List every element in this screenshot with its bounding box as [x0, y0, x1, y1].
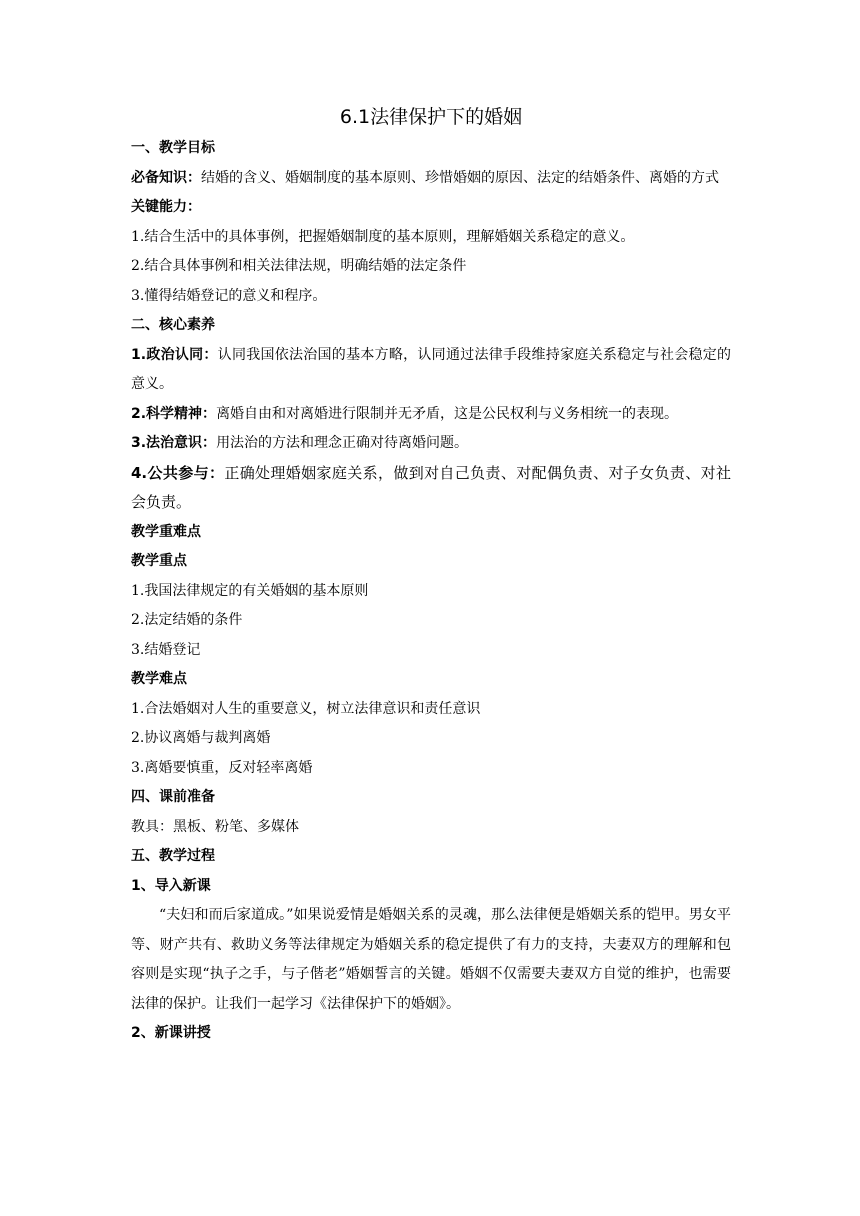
literacy-item — [131, 400, 731, 430]
difficult-point-item: 2.协议离婚与裁判离婚 — [131, 730, 271, 746]
literacy-text: 正确处理婚姻家庭关系，做到对自己负责、对配偶负责、对子女负责、对社会负责。 — [131, 463, 731, 511]
literacy-item — [131, 459, 731, 518]
section-heading-key-difficult: 教学重难点 — [131, 523, 201, 540]
key-point-item: 2.法定结婚的条件 — [131, 612, 243, 628]
subheading-new-lesson: 2、新课讲授 — [131, 1025, 211, 1041]
section-heading-process: 五、教学过程 — [131, 848, 215, 864]
knowledge-paragraph — [131, 164, 731, 194]
ability-label: 关键能力： — [131, 199, 201, 215]
literacy-label: 3.法治意识： — [131, 435, 217, 451]
literacy-text: 认同我国依法治国的基本方略，认同通过法律手段维持家庭关系稳定与社会稳定的意义。 — [131, 346, 732, 392]
ability-item: 1.结合生活中的具体事例，把握婚姻制度的基本原则，理解婚姻关系稳定的意义。 — [131, 228, 635, 245]
introduction-paragraph: “夫妇和而后家道成。”如果说爱情是婚姻关系的灵魂，那么法律便是婚姻关系的铠甲。男女平等、财产共有、救助义务等法律规定为婚姻关系的稳定提供了有力的支持，夫妻双方的理解和包容则是实现“执子之手，与子偕老”婚姻誓言的关键。婚姻不仅需要夫妻双方自觉的维护，也需要法律的保护。让我们一起学习《法律保护下的婚姻》。 — [131, 907, 731, 1012]
section-heading-core-literacy: 二、核心素养 — [131, 317, 215, 333]
document-title: 6.1法律保护下的婚姻 — [339, 106, 523, 128]
literacy-item — [131, 429, 731, 459]
knowledge-label: 必备知识： — [131, 169, 201, 186]
literacy-text: 离婚自由和对离婚进行限制并无矛盾，这是公民权利与义务相统一的表现。 — [216, 405, 679, 422]
ability-item: 3.懂得结婚登记的意义和程序。 — [131, 287, 327, 304]
literacy-item — [131, 341, 731, 400]
key-point-item: 3.结婚登记 — [131, 641, 201, 658]
literacy-label: 1.政治认同： — [131, 346, 218, 363]
difficult-point-item: 3.离婚要慎重，反对轻率离婚 — [131, 759, 313, 776]
ability-item: 2.结合具体事例和相关法律法规，明确结婚的法定条件 — [131, 258, 467, 274]
document-page — [131, 100, 731, 1049]
key-point-item: 1.我国法律规定的有关婚姻的基本原则 — [131, 582, 369, 599]
preparation-text: 教具：黑板、粉笔、多媒体 — [131, 818, 299, 835]
knowledge-text: 结婚的含义、婚姻制度的基本原则、珍惜婚姻的原因、法定的结婚条件、离婚的方式 — [201, 169, 719, 186]
difficult-point-item: 1.合法婚姻对人生的重要意义，树立法律意识和责任意识 — [131, 700, 481, 717]
subheading-introduction: 1、导入新课 — [131, 877, 211, 894]
literacy-label: 2.科学精神： — [131, 405, 217, 422]
literacy-label: 4.公共参与： — [131, 463, 225, 482]
section-heading-preparation: 四、课前准备 — [131, 789, 215, 805]
literacy-text: 用法治的方法和理念正确对待离婚问题。 — [216, 435, 469, 451]
subheading-key-points: 教学重点 — [131, 553, 187, 569]
section-heading-teaching-goals: 一、教学目标 — [131, 140, 215, 156]
subheading-difficult-points: 教学难点 — [131, 671, 187, 687]
